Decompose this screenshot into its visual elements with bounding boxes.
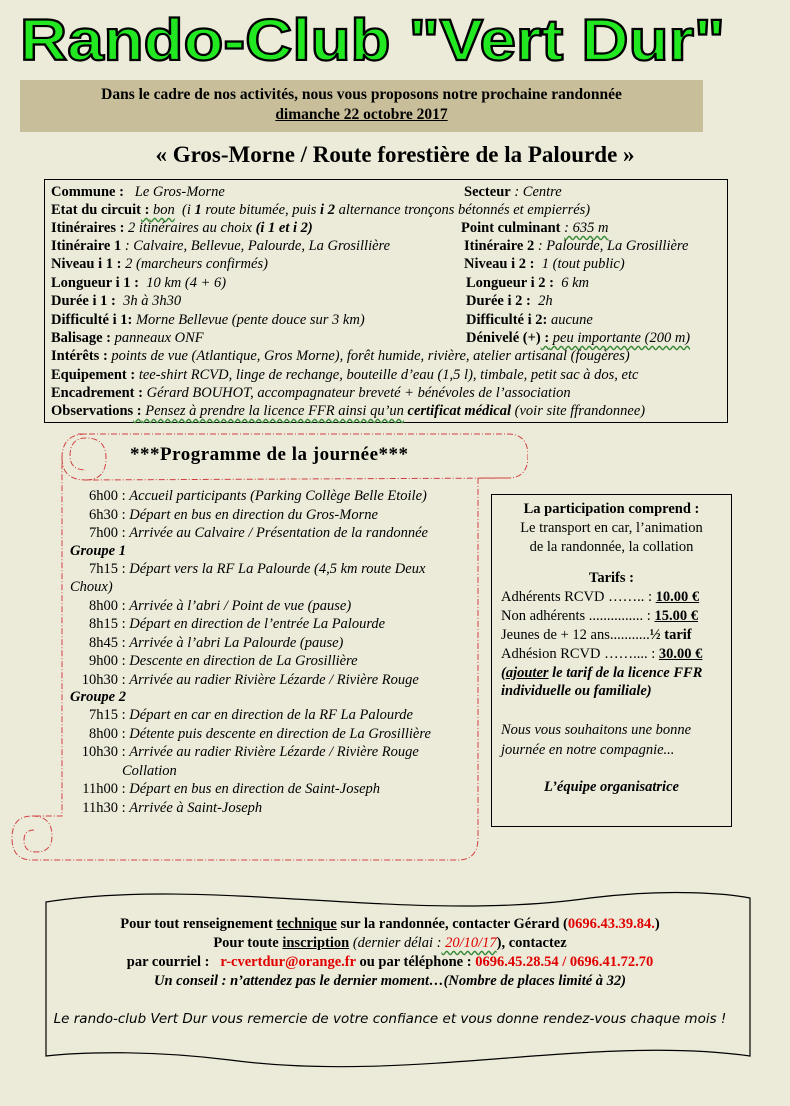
balisage-value: panneaux ONF [114,330,204,346]
denivele-label: Dénivelé (+) [466,330,541,346]
observations-label: Observations [51,403,134,419]
equipement-value: tee-shirt RCVD, linge de rechange, bouteille d’eau (1,5 l), timbale, petit sac à dos, etc [138,367,639,383]
itineraire2-value: : Palourde, La Grosillière [537,238,689,254]
denivele-value: peu importante (200 m) [549,330,691,346]
wish-line-2: journée en notre compagnie... [501,742,675,758]
longueur1-label: Longueur i 1 : [51,275,139,291]
schedule-item [70,706,431,725]
balisage-label: Balisage : [51,330,112,346]
schedule-time: 8h15 [89,616,118,632]
schedule-item [70,762,431,781]
tarif-row [501,607,731,626]
itineraires-value-b: (i 1 et i 2) [255,220,313,236]
schedule-time: 8h00 [89,725,118,742]
intro-line-1: Dans le cadre de nos activités, nous vous proposons notre prochaine randonnée [101,86,622,103]
contact-l3-a: par courriel : [126,954,210,970]
encadrement-value: Gérard BOUHOT, accompagnateur breveté + bénévoles de l’association [146,385,571,401]
hike-date: dimanche 22 octobre 2017 [275,106,448,123]
niveau1-value: 2 (marcheurs confirmés) [125,256,268,272]
schedule-text: Départ vers la RF La Palourde (4,5 km route Deux [129,560,426,577]
schedule-time: 8h00 [89,597,118,614]
tarif-separator: : [647,646,659,662]
contact-l1-c: sur la randonnée, contacter Gérard ( [336,916,568,932]
denivele-colon: : [540,330,550,346]
schedule-text: Choux) [70,579,113,595]
schedule-separator: : [118,744,130,760]
tarif-label: Non adhérents ............... [501,608,644,624]
etat-detail-b: 1 [190,202,202,218]
observations-value-b: certificat médical [407,403,512,419]
tarif-label: Adhésion RCVD …….... [501,646,648,662]
schedule-text: Arrivée à l’abri / Point de vue (pause) [129,597,352,614]
schedule-text: Descente en direction de La Grosillière [129,653,358,669]
contact-advice: Un conseil : n’attendez pas le dernier moment…(Nombre de places limité à 32) [153,973,626,989]
itineraire1-value: : Calvaire, Bellevue, Palourde, La Grosillière [124,238,391,254]
schedule-item [70,725,431,744]
contact-phones[interactable]: 0696.45.28.54 / 0696.41.72.70 [471,954,654,970]
schedule-separator: : [118,671,130,688]
tarif-value: 30.00 € [658,646,703,662]
commune-value: Le Gros-Morne [134,184,225,200]
schedule-text: Départ en bus en direction du Gros-Morne [129,506,378,523]
signature: L’équipe organisatrice [544,779,679,795]
tarif-value: 15.00 € [654,608,698,624]
schedule-text: Arrivée à Saint-Joseph [129,799,263,816]
contact-line-2 [50,935,730,952]
schedule-time: 10h30 [81,671,118,688]
schedule-separator: : [118,707,130,723]
licence-note-c: individuelle ou familiale) [501,683,652,699]
club-title [18,4,738,76]
equipement-label: Equipement : [51,367,136,383]
interets-label: Intérêts : [51,348,108,364]
schedule-time: 8h45 [89,634,118,651]
schedule-item [70,597,431,616]
schedule-item [70,524,431,543]
contact-line-3 [50,954,730,971]
schedule-separator: : [118,634,130,651]
schedule-separator: : [118,560,130,577]
intro-banner [20,80,703,132]
itineraires-value: 2 itinéraires au choix [128,220,252,236]
schedule-time: 11h30 [82,799,118,816]
schedule-separator: : [118,781,130,797]
etat-detail-a: (i [182,202,191,218]
secteur-value: : Centre [514,184,562,200]
schedule-separator: : [118,725,130,742]
schedule-time: 11h00 [82,781,118,797]
tarifs-heading: Tarifs : [589,570,634,586]
etat-label: Etat du circuit [51,202,141,218]
itineraires-label: Itinéraires : [51,220,125,236]
contact-l1-d: ) [654,916,660,932]
participation-line-1: Le transport en car, l’animation [520,520,703,536]
schedule-text: Départ en bus en direction de Saint-Joseph [129,781,381,797]
hike-title: « Gros-Morne / Route forestière de la Palourde » [155,142,635,167]
observations-colon: : [133,403,142,419]
duree2-value: 2h [538,293,553,309]
schedule-item [70,799,431,818]
niveau2-value: 1 (tout public) [541,256,625,272]
participation-line-2: de la randonnée, la collation [529,539,694,555]
contact-l2-d: ), contactez [496,935,567,951]
tarif-row [501,588,731,607]
etat-value: bon [149,202,175,218]
contact-l1-a: Pour tout renseignement [120,916,273,932]
licence-note-b: le tarif de la licence FFR [548,665,703,681]
niveau1-label: Niveau i 1 : [51,256,122,272]
contact-l1-b: technique [276,916,337,932]
contact-l2-c: (dernier délai : [349,935,442,951]
tarif-value: 10.00 € [655,589,700,605]
schedule-text: Détente puis descente en direction de La Grosillière [129,725,431,742]
commune-label: Commune : [51,184,124,200]
duree1-value: 3h à 3h30 [123,293,182,309]
contact-l3-b: ou par téléphone : [355,954,472,970]
encadrement-label: Encadrement : [51,385,143,401]
group2-label: Groupe 2 [70,689,126,705]
deadline-date: 20/10/17 [441,935,497,951]
tarif-label: Jeunes de + 12 ans........... [501,627,650,643]
etat-detail-d: i 2 [316,202,335,218]
programme-schedule [70,487,431,817]
observations-value-c: (voir site ffrandonnee) [511,403,646,419]
duree2-label: Durée i 2 : [466,293,531,309]
difficulte1-label: Difficulté i 1: [51,312,133,328]
schedule-item [70,634,431,653]
schedule-text: Arrivée au radier Rivière Lézarde / Rivière Rouge [129,744,419,760]
licence-note-a: (ajouter [501,665,549,681]
longueur1-value: 10 km (4 + 6) [146,275,227,291]
schedule-time: 9h00 [89,653,118,669]
tarif-value: ½ tarif [649,627,692,643]
closing-message: Le rando-club Vert Dur vous remercie de votre confiance et vous donne rendez-vous chaque mois ! [53,1011,727,1027]
schedule-separator: : [118,653,130,669]
observations-value-a: Pensez à prendre la licence FFR ainsi qu’un [141,403,404,419]
contact-email-link[interactable]: r-cvertdur@orange.fr [220,954,356,970]
etat-detail-c: route bitumée, puis [201,202,317,218]
schedule-item [70,487,431,506]
point-culminant-value: : 635 m [564,220,609,236]
schedule-text: Départ en direction de l’entrée La Palourde [129,616,386,632]
duree1-label: Durée i 1 : [51,293,116,309]
schedule-separator: : [118,799,130,816]
schedule-time: 7h00 [89,525,118,541]
schedule-item [70,652,431,671]
schedule-item [70,615,431,634]
club-title-text: Rando-Club "Vert Dur" [20,8,725,73]
etat-detail-e: alternance tronçons bétonnés et empierrés) [334,202,591,218]
tarif-row [501,626,731,645]
technical-phone[interactable]: 0696.43.39.84. [567,916,655,932]
schedule-item [70,743,431,762]
hike-info-box [44,179,728,423]
wish-line-1: Nous vous souhaitons une bonne [501,722,692,738]
tarif-label: Adhérents RCVD …….. [501,589,645,605]
contact-l2-b: inscription [282,935,350,951]
schedule-item [70,780,431,799]
longueur2-value: 6 km [561,275,590,291]
difficulte1-value: Morne Bellevue (pente douce sur 3 km) [135,312,365,328]
programme-title: ***Programme de la journée*** [130,444,409,465]
schedule-separator: : [118,525,130,541]
contact-l2-a: Pour toute [213,935,279,951]
itineraire1-label: Itinéraire 1 [51,238,122,254]
schedule-time: 7h15 [89,560,118,577]
schedule-item [70,578,431,597]
schedule-separator: : [118,506,130,523]
tarif-row [501,645,731,664]
schedule-text: Départ en car en direction de la RF La Palourde [129,707,413,723]
etat-colon: : [140,202,150,218]
schedule-text: Collation [122,762,177,779]
schedule-text: Arrivée au radier Rivière Lézarde / Rivière Rouge [129,671,419,688]
longueur2-label: Longueur i 2 : [466,275,554,291]
secteur-label: Secteur [464,184,511,200]
tarif-separator: : [644,589,656,605]
group1-label: Groupe 1 [70,542,126,559]
schedule-item [70,671,431,690]
schedule-text: Accueil participants (Parking Collège Belle Etoile) [129,488,427,504]
schedule-time: 10h30 [81,744,118,760]
interets-value: points de vue (Atlantique, Gros Morne), forêt humide, rivière, atelier artisanal (fougères) [111,348,630,364]
schedule-time: 7h15 [89,707,118,723]
schedule-text: Arrivée au Calvaire / Présentation de la randonnée [129,525,428,541]
schedule-text: Arrivée à l’abri La Palourde (pause) [129,634,344,651]
schedule-separator: : [118,616,130,632]
tarif-separator: : [643,608,655,624]
schedule-time: 6h30 [89,506,118,523]
schedule-item [70,506,431,525]
contact-line-1 [50,916,730,933]
participation-box [491,494,732,827]
schedule-time: 6h00 [89,488,118,504]
schedule-item [70,560,431,579]
difficulte2-value: aucune [550,312,593,328]
participation-heading: La participation comprend : [523,501,700,517]
itineraire2-label: Itinéraire 2 [464,238,535,254]
point-culminant-label: Point culminant [461,220,561,236]
difficulte2-label: Difficulté i 2: [466,312,548,328]
schedule-separator: : [118,597,130,614]
niveau2-label: Niveau i 2 : [464,256,535,272]
schedule-separator: : [118,488,130,504]
